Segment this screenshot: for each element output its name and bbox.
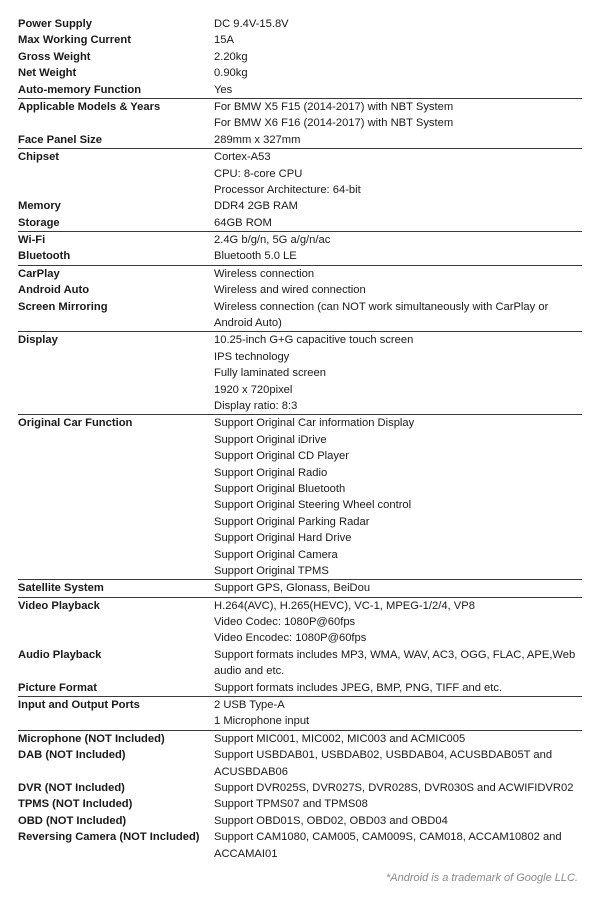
spec-label (18, 115, 214, 131)
spec-group (18, 697, 582, 731)
spec-row (18, 182, 582, 198)
spec-group (18, 680, 582, 697)
spec-row (18, 49, 582, 65)
spec-value: Support USBDAB01, USBDAB02, USBDAB04, ACUSBDAB05T and (214, 749, 553, 762)
spec-group (18, 149, 582, 215)
spec-row (18, 465, 582, 481)
spec-row (18, 332, 582, 348)
spec-value: H.264(AVC), H.265(HEVC), VC-1, MPEG-1/2/4, VP8 (214, 599, 475, 612)
spec-row (18, 747, 582, 763)
spec-label (18, 630, 214, 646)
spec-value: DC 9.4V-15.8V (214, 18, 289, 30)
spec-value: Fully laminated screen (214, 367, 326, 380)
spec-row (18, 598, 582, 614)
spec-value: Video Codec: 1080P@60fps (214, 616, 356, 629)
spec-row (18, 266, 582, 282)
spec-label: DAB (NOT Included) (18, 749, 126, 762)
spec-row (18, 647, 582, 663)
spec-label: Video Playback (18, 599, 100, 612)
spec-label: Input and Output Ports (18, 699, 140, 712)
spec-row (18, 614, 582, 630)
spec-label: Memory (18, 200, 61, 213)
spec-label: Applicable Models & Years (18, 100, 161, 113)
spec-label (18, 365, 214, 381)
spec-value: DDR4 2GB RAM (214, 200, 298, 213)
spec-row (18, 563, 582, 579)
spec-value: Bluetooth 5.0 LE (214, 250, 297, 263)
spec-value: IPS technology (214, 350, 290, 363)
spec-row (18, 32, 582, 48)
spec-row (18, 198, 582, 214)
spec-label (18, 663, 214, 679)
spec-value: Yes (214, 83, 233, 96)
spec-group (18, 580, 582, 597)
spec-value: Support Original TPMS (214, 564, 329, 577)
spec-row (18, 432, 582, 448)
spec-group (18, 266, 582, 299)
spec-row (18, 580, 582, 596)
spec-row (18, 99, 582, 115)
spec-label: Microphone (NOT Included) (18, 732, 165, 745)
spec-row (18, 663, 582, 679)
spec-label: Bluetooth (18, 250, 71, 263)
spec-group (18, 99, 582, 132)
spec-row (18, 731, 582, 747)
spec-group (18, 415, 582, 580)
spec-label: Picture Format (18, 681, 97, 694)
spec-row (18, 65, 582, 81)
spec-value: 289mm x 327mm (214, 133, 301, 146)
spec-group (18, 215, 582, 232)
spec-value: Support Original CD Player (214, 450, 349, 463)
spec-row (18, 829, 582, 845)
spec-value: audio and etc. (214, 665, 285, 678)
spec-row (18, 382, 582, 398)
spec-row (18, 315, 582, 331)
spec-label (18, 497, 214, 513)
spec-row (18, 846, 582, 862)
spec-group (18, 82, 582, 99)
spec-value: Wireless connection (214, 267, 315, 280)
spec-label: Auto-memory Function (18, 83, 142, 96)
spec-group (18, 232, 582, 248)
spec-label: CarPlay (18, 267, 60, 280)
spec-label: Face Panel Size (18, 133, 102, 146)
spec-label (18, 514, 214, 530)
spec-value: 2.20kg (214, 50, 248, 63)
spec-value: 2.4G b/g/n, 5G a/g/n/ac (214, 234, 331, 247)
spec-label: Storage (18, 216, 60, 229)
spec-value: 15A (214, 34, 234, 47)
spec-label: Power Supply (18, 18, 92, 30)
spec-value: Support Original iDrive (214, 433, 327, 446)
spec-label: Gross Weight (18, 50, 91, 63)
spec-value: 1 Microphone input (214, 715, 310, 728)
spec-label: Satellite System (18, 582, 104, 595)
spec-value: 1920 x 720pixel (214, 383, 293, 396)
spec-label (18, 398, 214, 414)
spec-value: 0.90kg (214, 67, 248, 80)
spec-value: Support CAM1080, CAM005, CAM009S, CAM018, ACCAM10802 and (214, 831, 562, 844)
spec-value: CPU: 8-core CPU (214, 167, 303, 180)
spec-label (18, 432, 214, 448)
spec-value: Cortex-A53 (214, 151, 271, 164)
spec-row (18, 764, 582, 780)
spec-group (18, 248, 582, 265)
spec-row (18, 481, 582, 497)
spec-row (18, 365, 582, 381)
spec-label (18, 764, 214, 780)
spec-row (18, 299, 582, 315)
spec-label: Original Car Function (18, 417, 133, 430)
spec-value: Support Original Hard Drive (214, 532, 352, 545)
spec-label: TPMS (NOT Included) (18, 798, 133, 811)
spec-label: Chipset (18, 151, 60, 164)
spec-row (18, 796, 582, 812)
spec-value: For BMW X5 F15 (2014-2017) with NBT System (214, 100, 454, 113)
spec-label: Reversing Camera (NOT Included) (18, 831, 200, 844)
spec-row (18, 166, 582, 182)
spec-group (18, 299, 582, 333)
spec-label: Max Working Current (18, 34, 131, 47)
spec-value: Support Original Bluetooth (214, 482, 346, 495)
spec-label: Screen Mirroring (18, 300, 108, 313)
spec-row (18, 448, 582, 464)
spec-value: Support formats includes MP3, WMA, WAV, AC3, OGG, FLAC, APE,Web (214, 648, 576, 661)
spec-row (18, 132, 582, 148)
spec-row (18, 282, 582, 298)
spec-value: Support OBD01S, OBD02, OBD03 and OBD04 (214, 814, 448, 827)
spec-label (18, 465, 214, 481)
spec-label: OBD (NOT Included) (18, 814, 127, 827)
spec-value: Android Auto) (214, 317, 282, 330)
spec-value: ACUSBDAB06 (214, 765, 288, 778)
spec-label (18, 315, 214, 331)
spec-label: Display (18, 334, 58, 347)
spec-label (18, 563, 214, 579)
spec-group (18, 332, 582, 415)
spec-row (18, 115, 582, 131)
spec-label (18, 481, 214, 497)
spec-value: 64GB ROM (214, 216, 272, 229)
spec-label: Wi-Fi (18, 234, 46, 247)
spec-table (18, 16, 582, 862)
spec-row (18, 415, 582, 431)
spec-row (18, 398, 582, 414)
spec-row (18, 82, 582, 98)
spec-value: ACCAMAI01 (214, 847, 278, 860)
spec-row (18, 697, 582, 713)
spec-row (18, 215, 582, 231)
spec-row (18, 16, 582, 32)
spec-label (18, 166, 214, 182)
spec-row (18, 780, 582, 796)
spec-group (18, 598, 582, 647)
spec-value: Wireless connection (can NOT work simultaneously with CarPlay or (214, 300, 549, 313)
spec-group (18, 132, 582, 149)
spec-value: 2 USB Type-A (214, 699, 285, 712)
spec-value: For BMW X6 F16 (2014-2017) with NBT System (214, 117, 454, 130)
spec-value: Support DVR025S, DVR027S, DVR028S, DVR030S and ACWIFIDVR02 (214, 781, 574, 794)
spec-label (18, 349, 214, 365)
spec-label (18, 382, 214, 398)
spec-group (18, 16, 582, 82)
spec-row (18, 232, 582, 248)
spec-value: Support Original Parking Radar (214, 515, 370, 528)
spec-row (18, 713, 582, 729)
spec-label: Net Weight (18, 67, 77, 80)
spec-row (18, 547, 582, 563)
spec-value: Support Original Steering Wheel control (214, 499, 412, 512)
spec-label (18, 530, 214, 546)
spec-row (18, 514, 582, 530)
spec-value: Support formats includes JPEG, BMP, PNG, TIFF and etc. (214, 681, 503, 694)
spec-value: Support MIC001, MIC002, MIC003 and ACMIC005 (214, 732, 466, 745)
spec-row (18, 813, 582, 829)
spec-label (18, 448, 214, 464)
spec-value: Support TPMS07 and TPMS08 (214, 798, 368, 811)
spec-row (18, 149, 582, 165)
spec-label (18, 846, 214, 862)
spec-value: Wireless and wired connection (214, 284, 366, 297)
spec-value: Video Encodec: 1080P@60fps (214, 632, 367, 645)
spec-value: Support GPS, Glonass, BeiDou (214, 582, 371, 595)
spec-label: Android Auto (18, 284, 90, 297)
spec-row (18, 630, 582, 646)
spec-row (18, 530, 582, 546)
spec-value: Support Original Camera (214, 548, 338, 561)
spec-value: Processor Architecture: 64-bit (214, 183, 361, 196)
spec-group (18, 731, 582, 862)
trademark-footnote: *Android is a trademark of Google LLC. (386, 872, 578, 884)
spec-value: Support Original Radio (214, 466, 328, 479)
spec-label: DVR (NOT Included) (18, 781, 125, 794)
spec-row (18, 680, 582, 696)
spec-label (18, 182, 214, 198)
spec-value: 10.25-inch G+G capacitive touch screen (214, 334, 414, 347)
spec-value: Display ratio: 8:3 (214, 399, 298, 412)
spec-row (18, 497, 582, 513)
spec-label (18, 614, 214, 630)
spec-value: Support Original Car information Display (214, 417, 415, 430)
spec-row (18, 248, 582, 264)
spec-label (18, 547, 214, 563)
spec-group (18, 647, 582, 680)
spec-row (18, 349, 582, 365)
spec-label (18, 713, 214, 729)
spec-label: Audio Playback (18, 648, 102, 661)
